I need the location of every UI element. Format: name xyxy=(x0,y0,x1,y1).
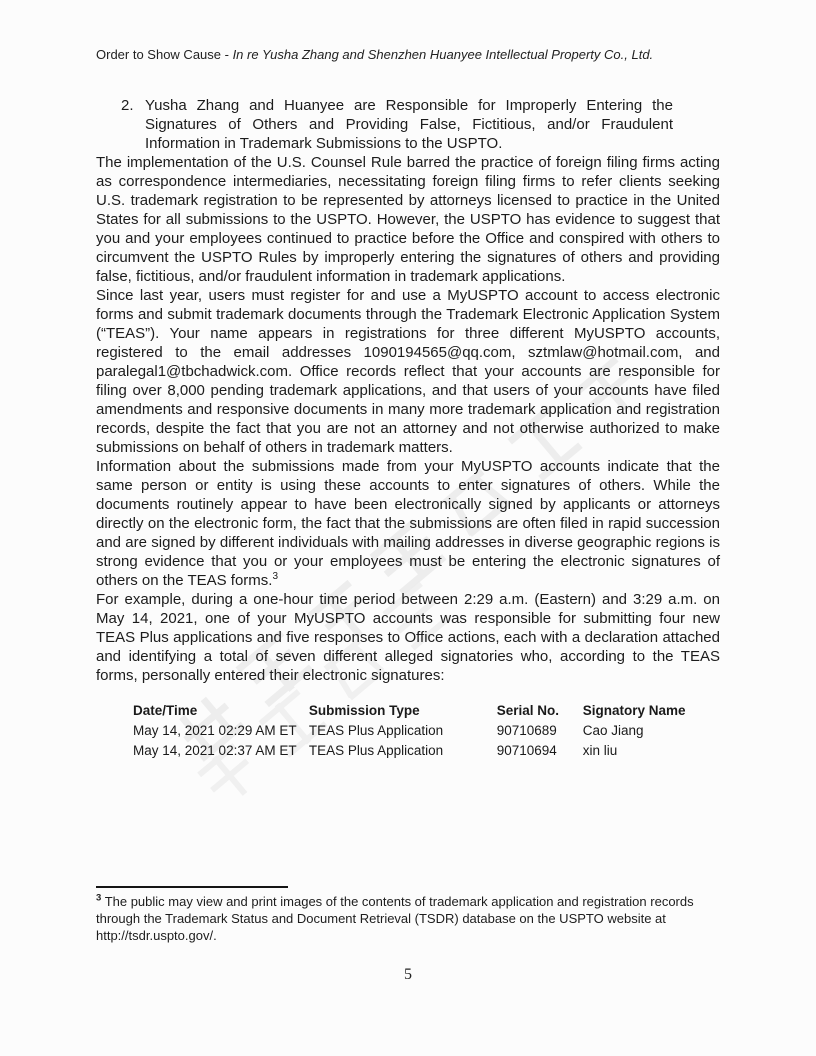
table-row xyxy=(133,721,720,741)
cell-signatory-name: Cao Jiang xyxy=(582,723,644,738)
footnote-marker: 3 xyxy=(96,892,102,904)
section-number: 2. xyxy=(121,97,134,114)
header-doc-title: Order to Show Cause - xyxy=(96,47,233,62)
column-header-datetime: Date/Time xyxy=(133,703,198,718)
paragraph-myuspto-accounts: Since last year, users must register for and use a MyUSPTO account to access electronic forms and submit trademark documents through the Trademark Electronic Application System (“TEAS”). Your name appears in registrations for three different MyUSPTO accounts, registered to the email addresses 1090194565@qq.com, sztmlaw@hotmail.com, and paralegal1@tbchadwick.com. Office records reflect that your accounts are responsible for filing over 8,000 pending trademark applications, and that users of your accounts have filed amendments and responsive documents in many more trademark application and registration records, despite the fact that you are not an attorney and not otherwise authorized to make submissions on behalf of others in trademark matters. xyxy=(96,287,720,456)
paragraph-example-filings: For example, during a one-hour time period between 2:29 a.m. (Eastern) and 3:29 a.m. on May 14, 2021, one of your MyUSPTO accounts was responsible for submitting four new TEAS Plus applications and five responses to Office actions, each with a declaration attached and identifying a total of seven different alleged signatories who, according to the TEAS forms, personally entered their electronic signatures: xyxy=(96,591,720,684)
signatories-table xyxy=(133,701,720,761)
cell-serial-no: 90710689 xyxy=(496,723,557,738)
footnote-separator xyxy=(96,886,288,888)
footnote-reference: 3 xyxy=(272,571,279,582)
cell-serial-no: 90710694 xyxy=(496,743,557,758)
table-header-row xyxy=(133,701,720,721)
cell-submission-type: TEAS Plus Application xyxy=(308,743,444,758)
cell-datetime: May 14, 2021 02:29 AM ET xyxy=(133,723,297,738)
page-number: 5 xyxy=(404,966,412,983)
paragraph-counsel-rule: The implementation of the U.S. Counsel Rule barred the practice of foreign filing firms acting as correspondence intermediaries, necessitating foreign filing firms to refer clients seeking U.S. trademark registration to be represented by attorneys licensed to practice in the United States for all submissions to the USPTO. However, the USPTO has evidence to suggest that you and your employees continued to practice before the Office and conspired with others to circumvent the USPTO Rules by improperly entering the signatures of others and providing false, fictitious, and/or fraudulent information in trademark applications. xyxy=(96,154,720,285)
column-header-submission-type: Submission Type xyxy=(308,703,420,718)
section-heading xyxy=(121,96,720,153)
column-header-serial-no: Serial No. xyxy=(496,703,559,718)
footnote-text: The public may view and print images of the contents of trademark application and registration records through the Trademark Status and Document Retrieval (TSDR) database on the USPTO website at http://tsdr.uspto.gov/. xyxy=(96,894,694,943)
cell-datetime: May 14, 2021 02:37 AM ET xyxy=(133,743,297,758)
paragraph-signatures-evidence-text: Information about the submissions made from your MyUSPTO accounts indicate that the same person or entity is using these accounts to enter signatures of others. While the documents routinely appear to have been electronically signed by applicants or attorneys directly on the electronic form, the fact that the submissions are often filed in rapid succession and are signed by different individuals with mailing addresses in diverse geographic regions is strong evidence that you or your employees must be entering the electronic signatures of others on the TEAS forms. xyxy=(96,458,720,589)
cell-submission-type: TEAS Plus Application xyxy=(308,723,444,738)
footnote xyxy=(96,893,728,944)
paragraph-signatures-evidence xyxy=(96,457,720,590)
document-body xyxy=(96,96,720,761)
section-heading-text: Yusha Zhang and Huanyee are Responsible for Improperly Entering the Signatures of Others and Providing False, Fictitious, and/or Fraudulent Information in Trademark Submissions to the USPTO. xyxy=(145,97,673,152)
cell-signatory-name: xin liu xyxy=(582,743,618,758)
header-case-title: In re Yusha Zhang and Shenzhen Huanyee Intellectual Property Co., Ltd. xyxy=(232,47,654,62)
running-header xyxy=(96,47,756,63)
table-row xyxy=(133,741,720,761)
column-header-signatory-name: Signatory Name xyxy=(582,703,686,718)
